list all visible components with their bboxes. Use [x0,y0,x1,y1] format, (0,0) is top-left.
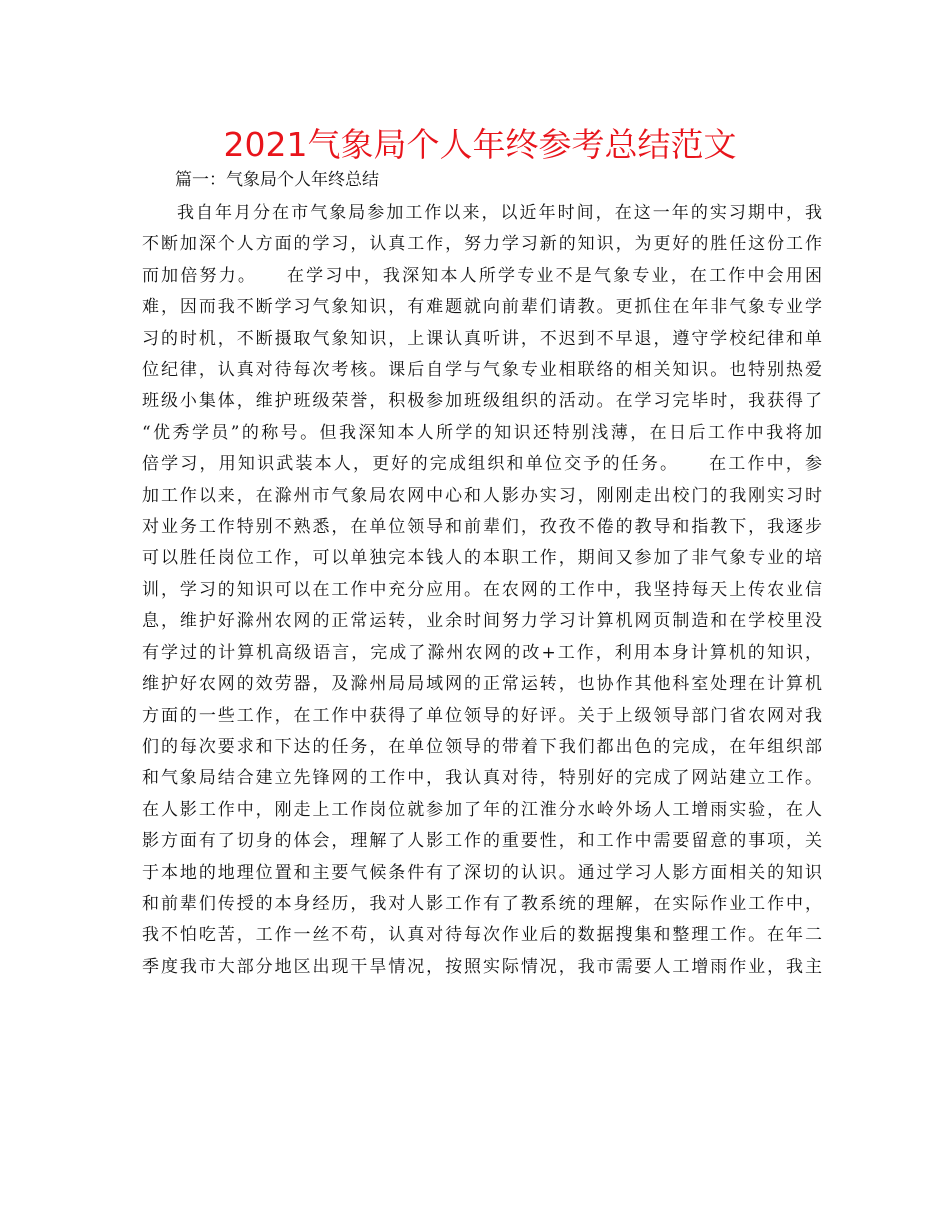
paragraph-line: 加工作以来，在滁州市气象局农网中心和人影办实习，刚刚走出校门的我刚实习时 [142,485,822,506]
paragraph-line: 可以胜任岗位工作，可以单独完本钱人的本职工作，期间又参加了非气象专业的培 [142,548,822,569]
paragraph-line: 习的时机，不断摄取气象知识，上课认真听讲，不迟到不早退，遵守学校纪律和单 [142,328,822,349]
paragraph-line: 有学过的计算机高级语言，完成了滁州农网的改+工作，利用本身计算机的知识， [142,642,822,663]
paragraph-line: 班级小集体，维护班级荣誉，积极参加班级组织的活动。在学习完毕时，我获得了 [142,391,822,412]
paragraph-line: 季度我市大部分地区出现干旱情况，按照实际情况，我市需要人工增雨作业，我主 [142,956,822,977]
paragraph-line: 难，因而我不断学习气象知识，有难题就向前辈们请教。更抓住在年非气象专业学 [142,297,822,318]
paragraph-line: 对业务工作特别不熟悉，在单位领导和前辈们，孜孜不倦的教导和指教下，我逐步 [142,517,822,538]
paragraph-line: 于本地的地理位置和主要气候条件有了深切的认识。通过学习人影方面相关的知识 [142,862,822,883]
paragraph-line: “优秀学员”的称号。但我深知本人所学的知识还特别浅薄，在日后工作中我将加 [142,422,822,443]
body-text [142,198,822,983]
paragraph-line: 和前辈们传授的本身经历，我对人影工作有了教系统的理解，在实际作业工作中， [142,893,822,914]
paragraph-line: 不断加深个人方面的学习，认真工作，努力学习新的知识，为更好的胜任这份工作 [142,234,822,255]
paragraph-line: 位纪律，认真对待每次考核。课后自学与气象专业相联络的相关知识。也特别热爱 [142,360,822,381]
paragraph-line: 我自年月分在市气象局参加工作以来，以近年时间，在这一年的实习期中，我 [177,203,822,223]
paragraph-line: 而加倍努力。 在学习中，我深知本人所学专业不是气象专业，在工作中会用困 [142,265,822,286]
paragraph-line: 息，维护好滁州农网的正常运转，业余时间努力学习计算机网页制造和在学校里没 [142,611,822,632]
paragraph-line: 训，学习的知识可以在工作中充分应用。在农网的工作中，我坚持每天上传农业信 [142,579,822,600]
paragraph-line: 和气象局结合建立先锋网的工作中，我认真对待，特别好的完成了网站建立工作。 [142,768,822,789]
paragraph-line: 影方面有了切身的体会，理解了人影工作的重要性，和工作中需要留意的事项，关 [142,831,822,852]
paragraph-line: 维护好农网的效劳器，及滁州局局域网的正常运转，也协作其他科室处理在计算机 [142,674,822,695]
paragraph-line: 我不怕吃苦，工作一丝不苟，认真对待每次作业后的数据搜集和整理工作。在年二 [142,925,822,946]
paragraph-line: 在人影工作中，刚走上工作岗位就参加了年的江淮分水岭外场人工增雨实验，在人 [142,799,822,820]
paragraph-line: 方面的一些工作，在工作中获得了单位领导的好评。关于上级领导部门省农网对我 [142,705,822,726]
document-title: 2021气象局个人年终参考总结范文 [223,125,737,164]
paragraph-line: 们的每次要求和下达的任务，在单位领导的带着下我们都出色的完成，在年组织部 [142,736,822,757]
paragraph-line: 倍学习，用知识武装本人，更好的完成组织和单位交予的任务。 在工作中，参 [142,454,822,475]
section-heading: 篇一：气象局个人年终总结 [175,170,379,190]
